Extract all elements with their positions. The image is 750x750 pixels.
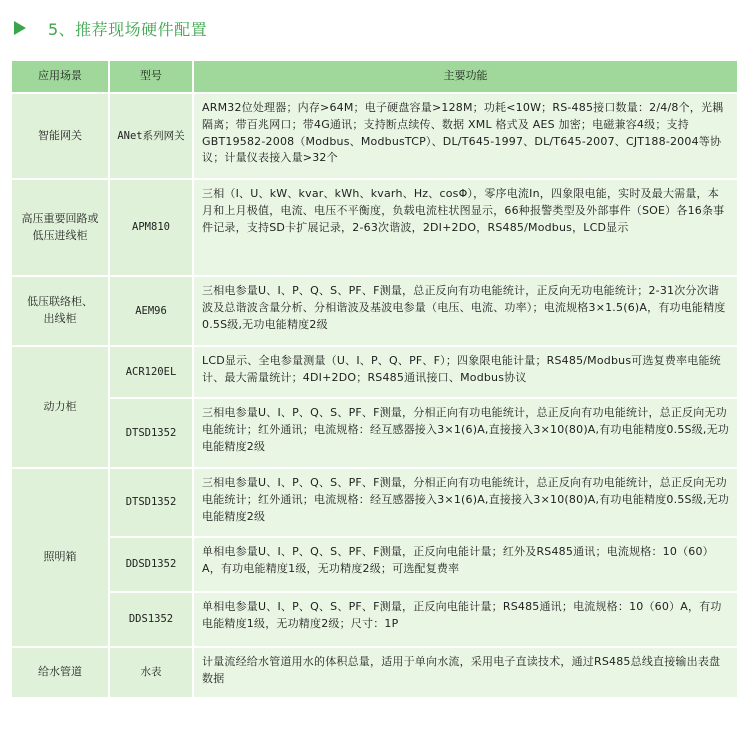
table-header-row: [12, 61, 739, 94]
function-cell: 单相电参量U、I、P、Q、S、PF、F测量，正反向电能计量；红外及RS485通讯；电流规格：10（60）A，有功电能精度1级，无功精度2级；可选配复费率: [194, 538, 739, 593]
model-cell: DTSD1352: [110, 399, 194, 469]
header-function: 主要功能: [194, 61, 739, 94]
function-cell: LCD显示、全电参量测量（U、I、P、Q、PF、F）；四象限电能计量；RS485/Modbus可选复费率电能统计、最大需量统计；4DI+2DO；RS485通讯接口、Modbus协议: [194, 347, 739, 399]
model-cell: ANet系列网关: [110, 94, 194, 180]
scene-cell: 智能网关: [12, 94, 110, 180]
scene-cell: 动力柜: [12, 347, 110, 469]
table-row: [12, 538, 739, 593]
scene-cell: 低压联络柜、出线柜: [12, 277, 110, 347]
model-cell: DDSD1352: [110, 538, 194, 593]
model-cell: APM810: [110, 180, 194, 277]
function-cell: 三相（I、U、kW、kvar、kWh、kvarh、Hz、cosΦ），零序电流In，四象限电能，实时及最大需量，本月和上月极值，电流、电压不平衡度，负载电流柱状图显示，66种报警类型及外部事件（SOE）各16条事件记录，支持SD卡扩展记录，2-63次谐波，2DI+2DO，RS485/Modbus，LCD显示: [194, 180, 739, 277]
model-cell: ACR120EL: [110, 347, 194, 399]
hardware-config-table: [12, 61, 739, 699]
scene-cell: 高压重要回路或低压进线柜: [12, 180, 110, 277]
table-row: [12, 593, 739, 648]
function-cell: ARM32位处理器；内存>64M；电子硬盘容量>128M；功耗<10W；RS-485接口数量：2/4/8个，光耦隔离；带百兆网口；带4G通讯；支持断点续传、数据 XML 格式及 AES 加密；电磁兼容4级；支持GBT19582-2008（Modbus、ModbusTCP）、DL/T645-1997、DL/T645-2007、CJT188-2004等协议；计量仪表接入量>32个: [194, 94, 739, 180]
header-model: 型号: [110, 61, 194, 94]
model-cell: AEM96: [110, 277, 194, 347]
section-heading: [14, 14, 207, 42]
model-cell: DTSD1352: [110, 469, 194, 538]
arrow-bullet-icon: [14, 21, 26, 35]
scene-cell: 照明箱: [12, 469, 110, 648]
model-cell: 水表: [110, 648, 194, 699]
table-row: [12, 277, 739, 347]
section-title: 5、推荐现场硬件配置: [48, 19, 208, 39]
function-cell: 三相电参量U、I、P、Q、S、PF、F测量，分相正向有功电能统计，总正反向有功电能统计，总正反向无功电能统计；红外通讯；电流规格：经互感器接入3×1(6)A,直接接入3×10(80)A,有功电能精度0.5S级,无功电能精度2级: [194, 399, 739, 469]
table-row: [12, 469, 739, 538]
table-row: [12, 347, 739, 399]
table-row: [12, 648, 739, 699]
table-row: [12, 180, 739, 277]
function-cell: 单相电参量U、I、P、Q、S、PF、F测量，正反向电能计量；RS485通讯；电流规格：10（60）A，有功电能精度1级，无功精度2级；尺寸：1P: [194, 593, 739, 648]
table-row: [12, 399, 739, 469]
function-cell: 计量流经给水管道用水的体积总量，适用于单向水流，采用电子直读技术，通过RS485总线直接输出表盘数据: [194, 648, 739, 699]
table-row: [12, 94, 739, 180]
function-cell: 三相电参量U、I、P、Q、S、PF、F测量，总正反向有功电能统计，正反向无功电能统计；2-31次分次谐波及总谐波含量分析、分相谐波及基波电参量（电压、电流、功率）；电流规格3×1.5(6)A，有功电能精度0.5S级,无功电能精度2级: [194, 277, 739, 347]
header-scene: 应用场景: [12, 61, 110, 94]
function-cell: 三相电参量U、I、P、Q、S、PF、F测量，分相正向有功电能统计，总正反向有功电能统计，总正反向无功电能统计；红外通讯；电流规格：经互感器接入3×1(6)A,直接接入3×10(80)A,有功电能精度0.5S级,无功电能精度2级: [194, 469, 739, 538]
model-cell: DDS1352: [110, 593, 194, 648]
scene-cell: 给水管道: [12, 648, 110, 699]
